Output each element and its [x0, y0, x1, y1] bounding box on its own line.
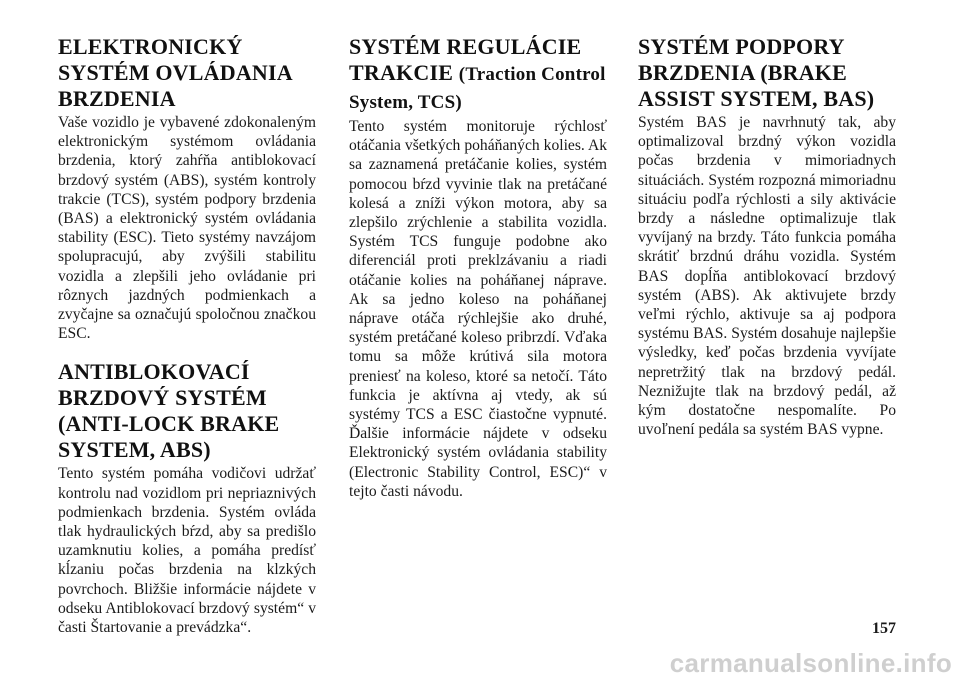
abs-body: Tento systém pomáha vodičovi udržať kontrolu nad vozidlom pri nepriaznivých podmienkach brzdenia. Systém ovláda tlak hydraulických bŕzd, aby sa predišlo uzamknutiu kolies, a pomáha predísť kĺzaniu počas brzdenia na klzkých povrchoch. Bližšie informácie nájdete v odseku Antiblokovací brzdový systém“ v časti Štartovanie a prevádzka“.: [58, 465, 316, 637]
tcs-heading: [349, 34, 607, 116]
bas-heading: SYSTÉM PODPORY BRZDENIA (BRAKE ASSIST SYSTEM, BAS): [638, 34, 875, 111]
bas-body: Systém BAS je navrhnutý tak, aby optimalizoval brzdný výkon vozidla počas brzdenia v mimoriadnych situáciách. Systém rozpozná mimoriadnu situáciu podľa rýchlosti a sily aktivácie brzdy a následne optimalizuje tlak vyvíjaný na brzdy. Táto funkcia pomáha skrátiť brzdnú dráhu vozidla. Systém BAS dopĺňa antiblokovací brzdový systém (ABS). Ak aktivujete brzdy veľmi rýchlo, aktivuje sa aj podpora systému BAS. Systém dosahuje najlepšie výsledky, keď počas brzdenia vyvíjate nepretržitý tlak na brzdový pedál. Neznižujte tlak na brzdový pedál, až kým dostatočne nespomalíte. Po uvoľnení pedála sa systém BAS vypne.: [638, 114, 896, 439]
section-spacer: [58, 343, 316, 359]
tcs-heading-paren: (Traction Control System, TCS): [349, 64, 606, 113]
column-left: [58, 34, 316, 637]
tcs-heading-main: SYSTÉM REGULÁCIE TRAKCIE: [349, 34, 582, 85]
column-middle: [349, 34, 607, 501]
esc-heading: ELEKTRONICKÝ SYSTÉM OVLÁDANIA BRZDENIA: [58, 34, 292, 111]
watermark[interactable]: carmanualsonline.info: [669, 648, 952, 678]
esc-body: Vaše vozidlo je vybavené zdokonaleným elektronickým systémom ovládania brzdenia, ktorý zahŕňa antiblokovací brzdový systém (ABS), systém kontroly trakcie (TCS), systém podpory brzdenia (BAS) a elektronický systém ovládania stability (ESC). Tieto systémy navzájom spolupracujú, aby zvýšili stabilitu vozidla a zlepšili jeho ovládanie pri rôznych jazdných podmienkach a zvyčajne sa označujú spoločnou značkou ESC.: [58, 114, 316, 343]
column-right: [638, 34, 896, 439]
page-number: 157: [872, 620, 896, 637]
tcs-body: Tento systém monitoruje rýchlosť otáčania všetkých poháňaných kolies. Ak sa zaznamená pretáčanie kolies, systém pomocou bŕzd vyvinie tlak na pretáčané kolesá a zníži výkon motora, aby sa zlepšilo zrýchlenie a stabilita vozidla. Systém TCS funguje podobne ako diferenciál proti preklzávaniu a riadi otáčanie kolies na poháňanej náprave. Ak sa jedno koleso na poháňanej náprave otáča rýchlejšie ako druhé, systém pretáčané koleso pribrzdí. Vďaka tomu sa môže krútivá sila motora preniesť na koleso, ktoré sa netočí. Táto funkcia je aktívna aj vtedy, ak sú systémy TCS a ESC čiastočne vypnuté. Ďalšie informácie nájdete v odseku Elektronický systém ovládania stability (Electronic Stability Control, ESC)“ v tejto časti návodu.: [349, 118, 607, 500]
abs-heading: ANTIBLOKOVACÍ BRZDOVÝ SYSTÉM (ANTI-LOCK BRAKE SYSTEM, ABS): [58, 359, 280, 463]
